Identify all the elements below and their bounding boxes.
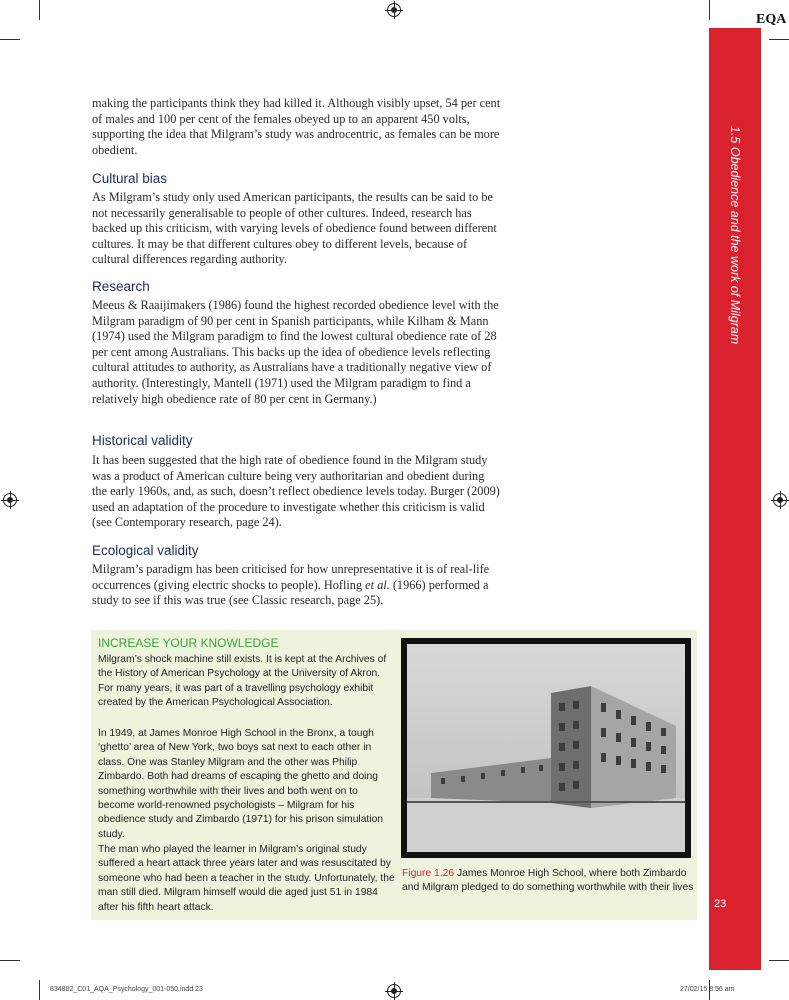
paragraph-research: Meeus & Raaijimakers (1986) found the highest recorded obedience level with the Milgram paradigm of 90 per cent in Spanish participants, while Kilham & Mann (1974) used the Milgram paradigm to find the lowest cultural obedience rate of 28 per cent among Australians. This backs up the idea of obedience levels reflecting cultural attitudes to authority, as Australians have a traditionally negative view of authority. (Interestingly, Mantell (1971) used the Milgram paradigm to find a relatively high obedience rate of 80 per cent in Germany.) <box>92 298 499 406</box>
knowledge-paragraph: Milgram’s shock machine still exists. It is kept at the Archives of the History of American Psychology at the University of Akron. For many years, it was part of a travelling psychology exhibit created by the American Psychological Association. <box>98 654 387 709</box>
paragraph-cultural-bias: As Milgram’s study only used American participants, the results can be said to be not necessarily generalisable to people of other cultures. Indeed, research has backed up this criticism, with varying levels of obedience found between different cultures. It may be that different cultures obey to different levels, because of cultural differences regarding authority. <box>92 190 497 267</box>
knowledge-paragraph: The man who played the learner in Milgram’s original study suffered a heart attack three years later and was resuscitated by someone who had been a teacher in the study. Unfortunately, the man still died. Milgram himself would die aged just 51 in 1984 after his fifth heart attack. <box>98 844 395 913</box>
registration-mark-icon <box>387 984 401 998</box>
crop-mark <box>709 0 710 20</box>
crop-mark <box>769 960 789 961</box>
section-title: 1.5 Obedience and the work of Milgram <box>728 126 742 345</box>
italic-et-al: et al. <box>365 577 390 592</box>
footer-file: 834882_C01_AQA_Psychology_001-050.indd 23 <box>50 986 203 993</box>
heading-historical-validity: Historical validity <box>92 433 193 448</box>
crop-mark <box>39 0 40 20</box>
intro-paragraph: making the participants think they had killed it. Although visibly upset, 54 per cent of males and 100 per cent of the females obeyed up to an apparent 450 volts, supporting the idea that Milgram’s study was androcentric, as females can be more obedient. <box>92 96 501 157</box>
heading-cultural-bias: Cultural bias <box>92 171 168 186</box>
paragraph-ecological-validity: Milgram’s paradigm has been criticised for how unrepresentative it is of real-life occurrences (giving electric shocks to people). Hofling et al. (1966) performed a study to see if this was true (see Classic research, page 25). <box>92 562 490 608</box>
registration-mark-icon <box>773 493 787 507</box>
crop-mark <box>769 39 789 40</box>
crop-mark <box>39 980 40 1000</box>
heading-ecological-validity: Ecological validity <box>92 543 199 558</box>
registration-mark-icon <box>387 3 401 17</box>
heading-research: Research <box>92 279 150 294</box>
publisher-label: EQA <box>756 12 787 27</box>
knowledge-paragraph: In 1949, at James Monroe High School in the Bronx, a tough ‘ghetto’ area of New York, two boys sat next to each other in class. One was Stanley Milgram and the other was Philip Zimbardo. Both had dreams of escaping the ghetto and doing something worthwhile with their lives and both went on to become world-renowned psychologists – Milgram for his obedience study and Zimbardo (1971) for his prison simulation study. <box>98 728 384 840</box>
crop-mark <box>0 960 20 961</box>
figure-caption: Figure 1.26 James Monroe High School, where both Zimbardo and Milgram pledged to do something worthwhile with their lives <box>402 868 694 893</box>
knowledge-box-title: INCREASE YOUR KNOWLEDGE <box>98 636 279 650</box>
crop-mark <box>0 39 20 40</box>
page-number: 23 <box>714 898 727 910</box>
registration-mark-icon <box>3 493 17 507</box>
figure-label: Figure 1.26 <box>402 868 455 879</box>
paragraph-historical-validity: It has been suggested that the high rate of obedience found in the Milgram study was a product of American culture being very authoritarian and obedient during the early 1960s, and, as such, doesn’t reflect obedience levels today. Burger (2009) used an adaptation of the procedure to investigate whether this criticism is valid (see Contemporary research, page 24). <box>92 453 500 530</box>
school-photo <box>401 638 691 858</box>
footer-timestamp: 27/02/15 8:56 am <box>680 986 735 993</box>
